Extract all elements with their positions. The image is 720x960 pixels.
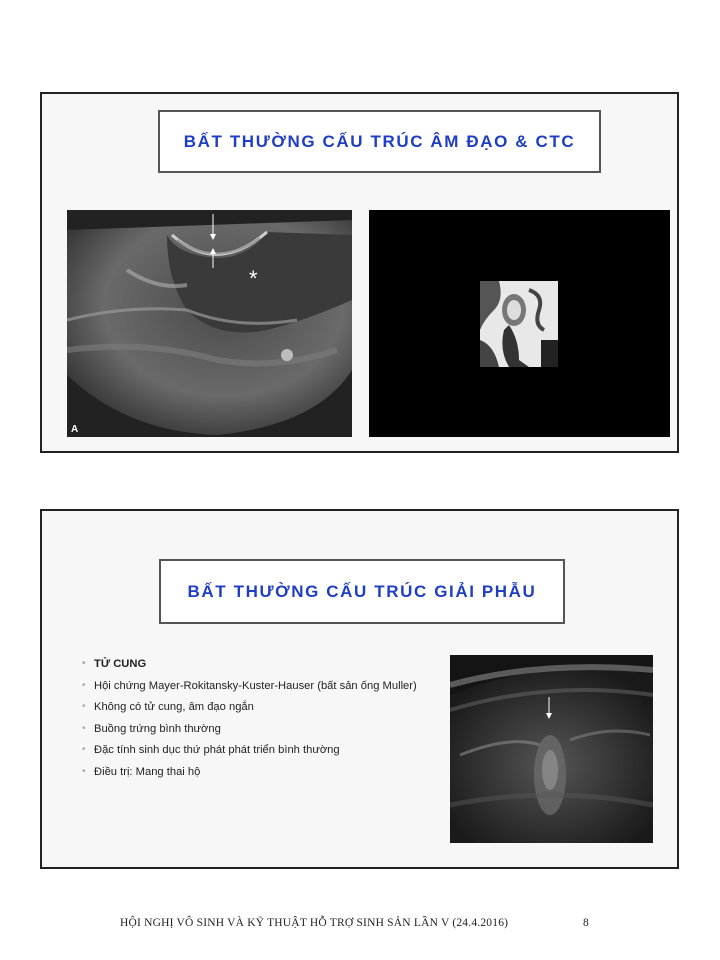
bullet-item: • Hội chứng Mayer-Rokitansky-Kuster-Hauser (bất sản ống Muller) [82, 679, 452, 701]
slide-title: BẤT THƯỜNG CẤU TRÚC ÂM ĐẠO & CTC [183, 131, 576, 151]
bullet-item: • TỬ CUNG [82, 657, 452, 679]
bullet-item: • Điều trị: Mang thai hộ [82, 765, 452, 787]
bullet-item: • Đặc tính sinh dục thứ phát phát triển bình thường [82, 743, 452, 765]
bullet-item: • Không có tử cung, âm đạo ngắn [82, 700, 452, 722]
slide-bottom [40, 509, 679, 869]
slide-title-box [158, 110, 601, 173]
ultrasound-image-mrkh [450, 655, 653, 843]
slide-title-box [159, 559, 565, 624]
slide-top [40, 92, 679, 453]
bullet-item: • Buồng trứng bình thường [82, 722, 452, 744]
footer-text: HỘI NGHỊ VÔ SINH VÀ KỸ THUẬT HỖ TRỢ SINH SẢN LẦN V (24.4.2016) [120, 917, 509, 929]
page-number: 8 [583, 917, 589, 929]
slide-title: BẤT THƯỜNG CẤU TRÚC GIẢI PHẪU [187, 581, 537, 601]
mri-image [369, 210, 670, 437]
bullet-list [82, 657, 452, 786]
image-label: A [71, 424, 79, 435]
ultrasound-image-vagina [67, 210, 352, 437]
marker-asterisk: * [249, 266, 258, 291]
